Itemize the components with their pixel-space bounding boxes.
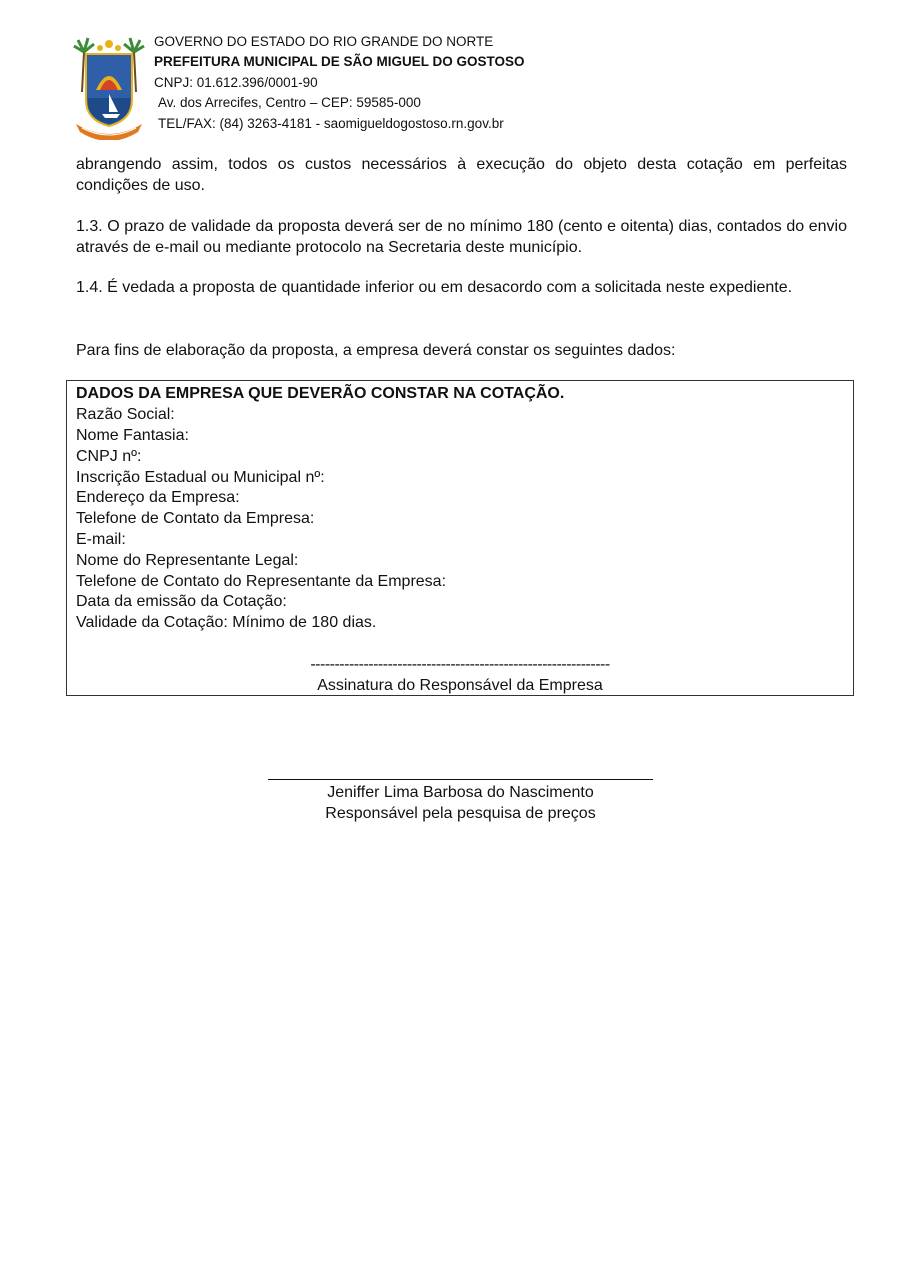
field-nome-fantasia: Nome Fantasia: [76, 427, 189, 444]
company-data-box [66, 380, 854, 696]
paragraph-costs: abrangendo assim, todos os custos necessários à execução do objeto desta cotação em perfeitas condições de uso. [76, 156, 847, 194]
paragraph-validity: 1.3. O prazo de validade da proposta deverá ser de no mínimo 180 (cento e oitenta) dias, contados do envio através de e-mail ou mediante protocolo na Secretaria deste município. [76, 218, 847, 256]
field-validade: Validade da Cotação: Mínimo de 180 dias. [76, 614, 377, 631]
field-email: E-mail: [76, 531, 126, 548]
responsible-signature-line [268, 779, 653, 780]
field-razao-social: Razão Social: [76, 406, 175, 423]
field-representante: Nome do Representante Legal: [76, 552, 299, 569]
header-address: Av. dos Arrecifes, Centro – CEP: 59585-000 [158, 95, 421, 110]
responsible-role: Responsável pela pesquisa de preços [325, 805, 596, 822]
municipal-coat-of-arms-icon [72, 32, 146, 140]
responsible-name: Jeniffer Lima Barbosa do Nascimento [327, 784, 594, 801]
signature-line: -------------------------------------------------------------- [310, 656, 610, 673]
company-box-title: DADOS DA EMPRESA QUE DEVERÃO CONSTAR NA COTAÇÃO. [76, 385, 565, 402]
signature-label: Assinatura do Responsável da Empresa [317, 677, 603, 694]
field-telefone-empresa: Telefone de Contato da Empresa: [76, 510, 315, 527]
header-cnpj: CNPJ: 01.612.396/0001-90 [154, 75, 318, 90]
paragraph-instructions: Para fins de elaboração da proposta, a empresa deverá constar os seguintes dados: [76, 342, 676, 359]
field-inscricao: Inscrição Estadual ou Municipal nº: [76, 469, 325, 486]
header-municipality: PREFEITURA MUNICIPAL DE SÃO MIGUEL DO GOSTOSO [154, 54, 525, 69]
header-contact: TEL/FAX: (84) 3263-4181 - saomigueldogostoso.rn.gov.br [158, 116, 504, 131]
letterhead [72, 30, 832, 142]
field-endereco: Endereço da Empresa: [76, 489, 240, 506]
paragraph-quantity: 1.4. É vedada a proposta de quantidade inferior ou em desacordo com a solicitada neste expediente. [76, 279, 793, 296]
header-government: GOVERNO DO ESTADO DO RIO GRANDE DO NORTE [154, 34, 494, 49]
field-data-emissao: Data da emissão da Cotação: [76, 593, 287, 610]
field-telefone-representante: Telefone de Contato do Representante da Empresa: [76, 573, 447, 590]
field-cnpj: CNPJ nº: [76, 448, 142, 465]
